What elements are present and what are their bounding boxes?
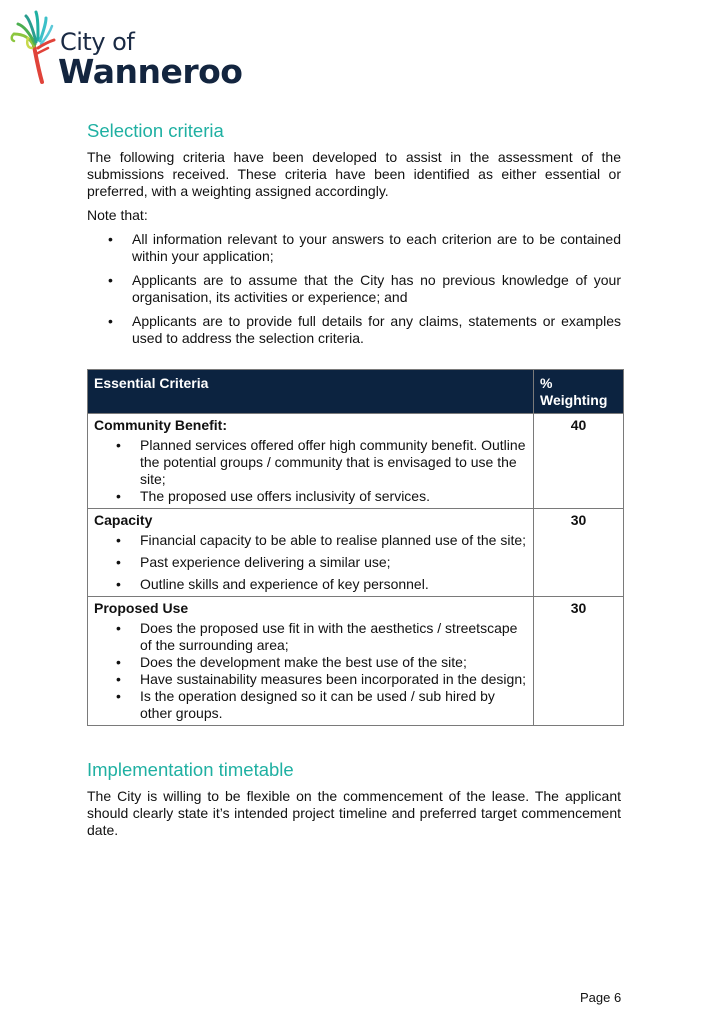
logo-text-city-of: City of bbox=[60, 28, 135, 56]
table-header-row bbox=[88, 370, 624, 414]
criteria-cell bbox=[88, 597, 534, 726]
selection-intro-paragraph: The following criteria have been developed to assist in the assessment of the submissions received. These criteria have been identified as either essential or preferred, with a weighting assigned accordingly. bbox=[87, 149, 621, 199]
criteria-item: • Financial capacity to be able to realise planned use of the site; bbox=[94, 532, 527, 549]
essential-criteria-table bbox=[87, 369, 624, 726]
criteria-cell bbox=[88, 509, 534, 597]
implementation-paragraph: The City is willing to be flexible on the commencement of the lease. The applicant should clearly state it’s intended project timeline and preferred target commencement date. bbox=[87, 788, 621, 838]
column-header-weighting: % Weighting bbox=[534, 370, 624, 414]
implementation-heading: Implementation timetable bbox=[87, 759, 294, 780]
criteria-title: Proposed Use bbox=[94, 600, 189, 616]
criteria-item-list bbox=[94, 437, 527, 505]
criteria-item: • Is the operation designed so it can be used / sub hired by other groups. bbox=[94, 688, 527, 722]
criteria-cell bbox=[88, 414, 534, 509]
note-bullet: • All information relevant to your answers to each criterion are to be contained within your application; bbox=[87, 231, 621, 265]
criteria-item: • Does the development make the best use of the site; bbox=[94, 654, 527, 671]
table-row bbox=[88, 414, 624, 509]
weighting-value: 30 bbox=[534, 509, 624, 597]
criteria-item: • Planned services offered offer high community benefit. Outline the potential groups / community that is envisaged to use the site; bbox=[94, 437, 527, 488]
criteria-item: • Does the proposed use fit in with the aesthetics / streetscape of the surrounding area; bbox=[94, 620, 527, 654]
column-header-criteria: Essential Criteria bbox=[88, 370, 534, 414]
table-row bbox=[88, 597, 624, 726]
criteria-item: • Have sustainability measures been incorporated in the design; bbox=[94, 671, 527, 688]
criteria-item: • The proposed use offers inclusivity of services. bbox=[94, 488, 527, 505]
criteria-item: • Outline skills and experience of key personnel. bbox=[94, 576, 527, 593]
implementation-section bbox=[87, 759, 621, 839]
criteria-title: Capacity bbox=[94, 512, 153, 528]
note-bullet-list bbox=[87, 231, 621, 347]
note-bullet: • Applicants are to assume that the City has no previous knowledge of your organisation, its activities or experience; and bbox=[87, 272, 621, 306]
weighting-value: 30 bbox=[534, 597, 624, 726]
logo-text-wanneroo: Wanneroo bbox=[58, 52, 243, 91]
criteria-item: • Past experience delivering a similar use; bbox=[94, 554, 527, 571]
city-logo bbox=[8, 8, 243, 91]
weighting-value: 40 bbox=[534, 414, 624, 509]
note-label: Note that: bbox=[87, 207, 148, 223]
criteria-item-list bbox=[94, 532, 527, 593]
criteria-item-list bbox=[94, 620, 527, 722]
document-body bbox=[87, 120, 621, 846]
page-number: Page 6 bbox=[580, 990, 622, 1005]
note-bullet: • Applicants are to provide full details for any claims, statements or examples used to address the selection criteria. bbox=[87, 313, 621, 347]
selection-criteria-heading: Selection criteria bbox=[87, 120, 224, 141]
criteria-title: Community Benefit: bbox=[94, 417, 227, 433]
table-row bbox=[88, 509, 624, 597]
